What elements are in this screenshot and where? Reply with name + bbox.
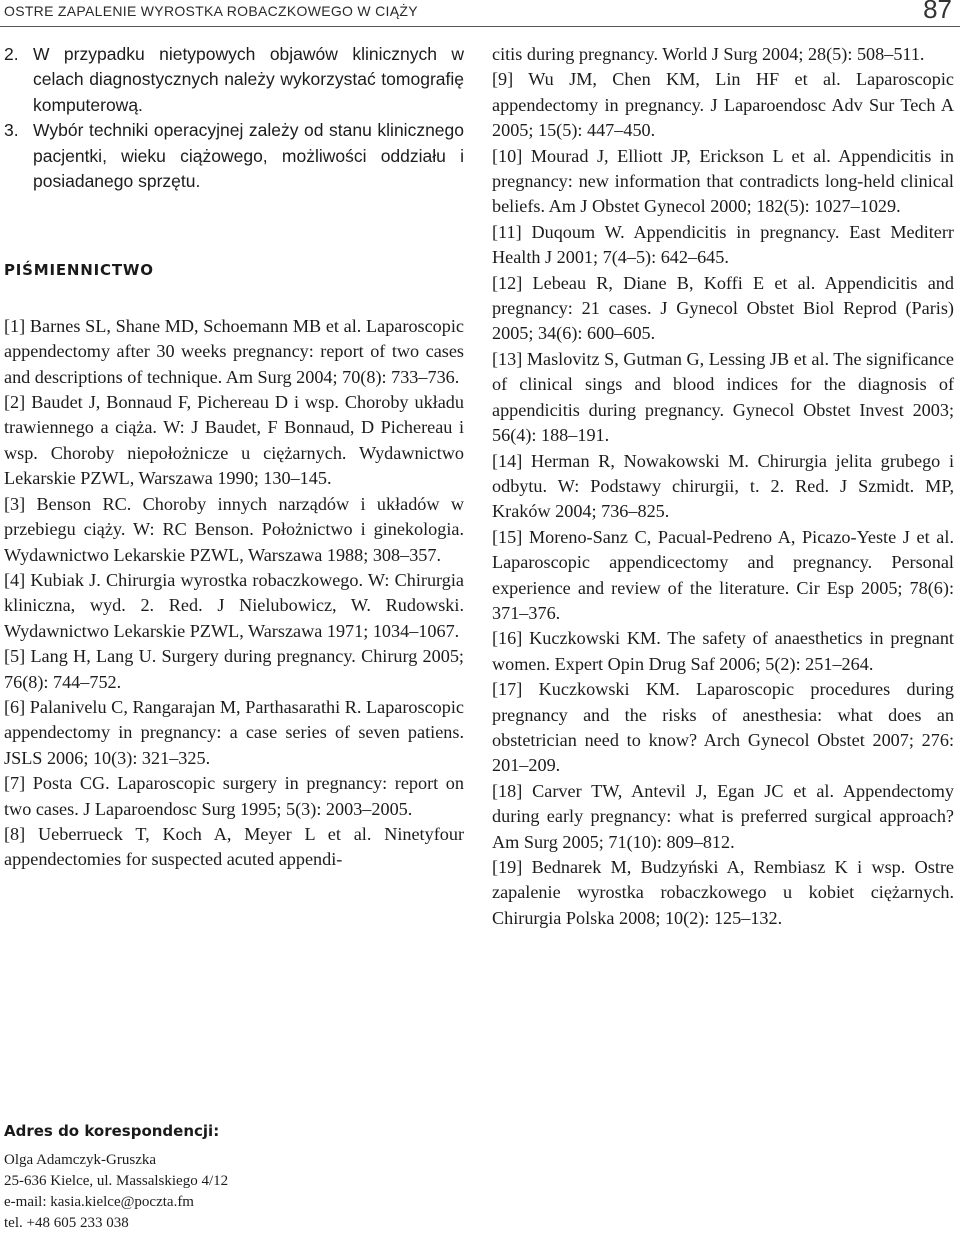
reference-item: [17] Kuczkowski KM. Laparoscopic procedures during pregnancy and the risks of anesthesia: what does an obstetrician need to know? Arch Gynecol Obstet 2007; 276: 201–209. [492, 679, 954, 776]
list-item [4, 42, 464, 118]
reference-item: [16] Kuczkowski KM. The safety of anaesthetics in pregnant women. Expert Opin Drug Saf 2006; 5(2): 251–264. [492, 628, 954, 674]
header-divider [0, 26, 960, 27]
left-column [4, 42, 464, 873]
list-item [4, 118, 464, 194]
reference-item: citis during pregnancy. World J Surg 2004; 28(5): 508–511. [492, 44, 925, 64]
reference-item: [3] Benson RC. Choroby innych narządów i układów w przebiegu ciąży. W: RC Benson. Położnictwo i ginekologia. Wydawnictwo Lekarskie PZWL, Warszawa 1988; 308–357. [4, 493, 464, 565]
reference-item: [10] Mourad J, Elliott JP, Erickson L et al. Appendicitis in pregnancy: new information that contradicts long-held clinical beliefs. Am J Obstet Gynecol 2000; 182(5): 1027–1029. [492, 145, 954, 217]
reference-item: [2] Baudet J, Bonnaud F, Pichereau D i wsp. Choroby układu trawiennego a ciąża. W: J Baudet, F Bonnaud, D Pichereau i wsp. Choroby niepołożnicze u ciężarnych. Wydawnictwo Lekarskie PZWL, Warszawa 1990; 130–145. [4, 392, 464, 489]
reference-item: [15] Moreno-Sanz C, Pacual-Pedreno A, Picazo-Yeste J et al. Laparoscopic appendicectomy and pregnancy. Personal experience and review of the literature. Cir Esp 2005; 78(6): 371–376. [492, 526, 954, 623]
reference-item: [5] Lang H, Lang U. Surgery during pregnancy. Chirurg 2005; 76(8): 744–752. [4, 646, 464, 692]
correspondence-heading: Adres do korespondencji: [4, 1122, 220, 1140]
reference-item: [19] Bednarek M, Budzyński A, Rembiasz K i wsp. Ostre zapalenie wyrostka robaczkowego u kobiet ciężarnych. Chirurgia Polska 2008; 10(2): 125–132. [492, 857, 954, 928]
reference-item: [8] Ueberrueck T, Koch A, Meyer L et al. Ninetyfour appendectomies for suspected acuted appendi- [4, 823, 464, 870]
list-item-number: 3. [4, 120, 19, 141]
right-column [492, 42, 954, 931]
reference-item: [18] Carver TW, Antevil J, Egan JC et al. Appendectomy during early pregnancy: what is preferred surgical approach? Am Surg 2005; 71(10): 809–812. [492, 780, 954, 852]
page-number: 87 [923, 0, 952, 24]
references-heading: PIŚMIENNICTWO [4, 261, 154, 280]
running-title: OSTRE ZAPALENIE WYROSTKA ROBACZKOWEGO W CIĄŻY [4, 3, 418, 19]
conclusions-list [4, 42, 464, 194]
reference-item: [6] Palanivelu C, Rangarajan M, Parthasarathi R. Laparoscopic appendectomy in pregnancy: a case series of seven patiens. JSLS 2006; 10(3): 321–325. [4, 696, 464, 768]
reference-item: [7] Posta CG. Laparoscopic surgery in pregnancy: report on two cases. J Laparoendosc Surg 1995; 5(3): 2003–2005. [4, 773, 464, 819]
reference-item: [9] Wu JM, Chen KM, Lin HF et al. Laparoscopic appendectomy in pregnancy. J Laparoendosc Adv Sur Tech A 2005; 15(5): 447–450. [492, 69, 954, 141]
list-item-text: W przypadku nietypowych objawów klinicznych w celach diagnostycznych należy wykorzystać tomografię komputerową. [33, 44, 464, 115]
correspondence-phone: tel. +48 605 233 038 [4, 1215, 129, 1231]
reference-item: [13] Maslovitz S, Gutman G, Lessing JB et al. The significance of clinical sings and blood indices for the diagnosis of appendicitis during pregnancy. Gynecol Obstet Invest 2003; 56(4): 188–191. [492, 348, 954, 446]
reference-item: [1] Barnes SL, Shane MD, Schoemann MB et al. Laparoscopic appendectomy after 30 weeks pregnancy: report of two cases and descriptions of technique. Am Surg 2004; 70(8): 733–736. [4, 315, 464, 387]
reference-item: [11] Duqoum W. Appendicitis in pregnancy. East Mediterr Health J 2001; 7(4–5): 642–645. [492, 221, 954, 268]
correspondence-address: 25-636 Kielce, ul. Massalskiego 4/12 [4, 1173, 229, 1189]
correspondence-name: Olga Adamczyk-Gruszka [4, 1152, 157, 1168]
reference-item: [4] Kubiak J. Chirurgia wyrostka robaczkowego. W: Chirurgia kliniczna, wyd. 2. Red. J Nielubowicz, W. Rudowski. Wydawnictwo Lekarskie PZWL, Warszawa 1971; 1034–1067. [4, 569, 464, 641]
list-item-number: 2. [4, 44, 19, 64]
reference-item: [12] Lebeau R, Diane B, Koffi E et al. Appendicitis and pregnancy: 21 cases. J Gynecol Obstet Biol Reprod (Paris) 2005; 34(6): 600–605. [492, 272, 954, 344]
reference-item: [14] Herman R, Nowakowski M. Chirurgia jelita grubego i odbytu. W: Podstawy chirurgii, t. 2. Red. J Szmidt. MP, Kraków 2004; 736–825. [492, 450, 954, 522]
list-item-text: Wybór techniki operacyjnej zależy od stanu klinicznego pacjentki, wieku ciążowego, możliwości oddziału i posiadanego sprzętu. [33, 120, 464, 192]
correspondence-email: e-mail: kasia.kielce@poczta.fm [4, 1194, 194, 1210]
correspondence-block [4, 1122, 404, 1234]
